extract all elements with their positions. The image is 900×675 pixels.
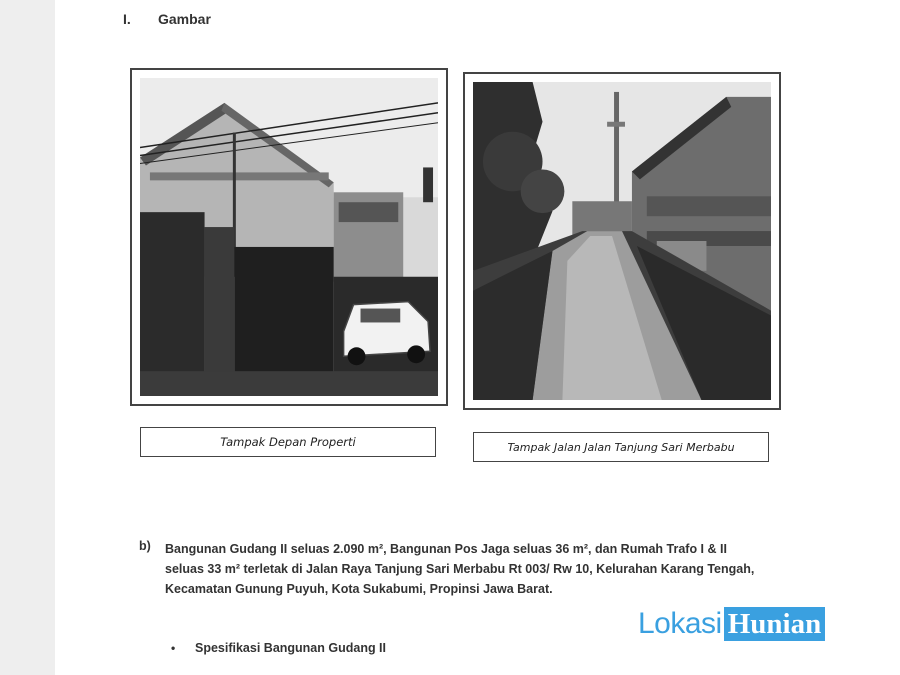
- caption-street-view: Tampak Jalan Jalan Tanjung Sari Merbabu: [473, 432, 769, 462]
- bullet-symbol: •: [171, 641, 176, 655]
- front-property-image: [140, 78, 438, 396]
- lokasihunian-watermark: [638, 606, 825, 642]
- section-number: I.: [123, 11, 131, 27]
- paragraph-text: Bangunan Gudang II seluas 2.090 m², Bangunan Pos Jaga seluas 36 m², dan Rumah Trafo I & II seluas 33 m² terletak di Jalan Raya Tanjung Sari Merbabu Rt 003/ Rw 10, Kelurahan Karang Tengah, Kecamatan Gunung Puyuh, Kota Sukabumi, Propinsi Jawa Barat.: [165, 542, 755, 596]
- bullet-text: Spesifikasi Bangunan Gudang II: [195, 641, 387, 655]
- watermark-hunian: Hunian: [724, 607, 826, 641]
- paragraph-label: b): [139, 539, 151, 553]
- section-title: Gambar: [158, 11, 211, 27]
- page-left-margin: [0, 0, 55, 675]
- watermark-lokasi: Lokasi: [638, 607, 722, 640]
- caption-front-property: Tampak Depan Properti: [140, 427, 436, 457]
- photo-street-view: [463, 72, 781, 410]
- street-view-image: [473, 82, 771, 400]
- photo-front-property: [130, 68, 448, 406]
